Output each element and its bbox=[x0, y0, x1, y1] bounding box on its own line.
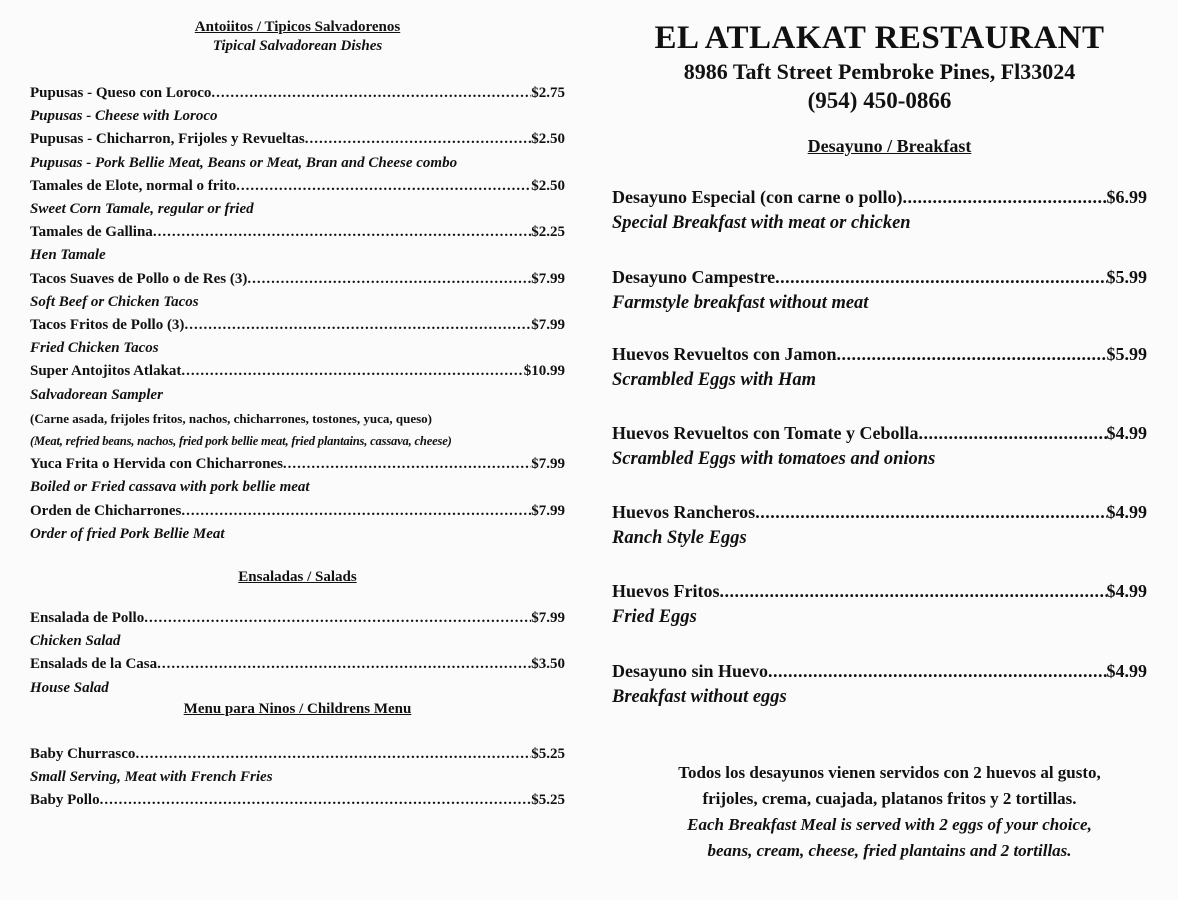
menu-item bbox=[30, 607, 565, 653]
item-price: $6.99 bbox=[1106, 187, 1147, 207]
item-desc: Fried Chicken Tacos bbox=[30, 340, 159, 357]
menu-item bbox=[30, 314, 565, 360]
menu-item bbox=[30, 82, 565, 128]
item-price: $7.99 bbox=[531, 270, 565, 287]
menu-item bbox=[30, 453, 565, 499]
sampler-note-es: (Carne asada, frijoles fritos, nachos, chicharrones, tostones, yuca, queso) bbox=[30, 410, 433, 426]
menu-item bbox=[30, 175, 565, 221]
item-price: $2.50 bbox=[531, 131, 565, 148]
item-desc: Special Breakfast with meat or chicken bbox=[612, 213, 911, 233]
right-column bbox=[612, 18, 1147, 864]
item-price: $5.25 bbox=[531, 745, 565, 762]
restaurant-title: EL ATLAKAT RESTAURANT bbox=[654, 20, 1105, 56]
menu-item bbox=[612, 264, 1147, 316]
item-name: Baby Pollo bbox=[30, 792, 100, 809]
menu-item bbox=[30, 500, 565, 546]
menu-item bbox=[30, 268, 565, 314]
kids-heading: Menu para Ninos / Childrens Menu bbox=[183, 700, 412, 717]
item-price: $5.99 bbox=[1106, 344, 1147, 364]
item-name: Desayuno sin Huevo bbox=[612, 661, 769, 681]
item-desc: Order of fried Pork Bellie Meat bbox=[30, 525, 225, 542]
item-price: $5.99 bbox=[1106, 267, 1147, 287]
restaurant-address: 8986 Taft Street Pembroke Pines, Fl33024 bbox=[683, 59, 1076, 84]
item-name: Tacos Suaves de Pollo o de Res (3) bbox=[30, 270, 248, 287]
item-desc: Breakfast without eggs bbox=[612, 687, 787, 707]
menu-item bbox=[30, 221, 565, 267]
item-price: $5.25 bbox=[531, 792, 565, 809]
menu-item bbox=[30, 653, 565, 699]
menu-item bbox=[30, 743, 565, 789]
item-desc: Pupusas - Pork Bellie Meat, Beans or Meat, Bran and Cheese combo bbox=[30, 154, 458, 171]
item-desc: Chicken Salad bbox=[30, 633, 121, 650]
item-price: $2.25 bbox=[531, 224, 565, 241]
item-desc: Scrambled Eggs with tomatoes and onions bbox=[612, 449, 936, 469]
item-desc: Boiled or Fried cassava with pork bellie meat bbox=[30, 479, 310, 496]
menu-item bbox=[612, 499, 1147, 551]
breakfast-heading: Desayuno / Breakfast bbox=[807, 136, 972, 156]
item-name: Huevos Revueltos con Tomate y Cebolla bbox=[612, 423, 919, 443]
item-desc: Ranch Style Eggs bbox=[612, 528, 747, 548]
salads-heading: Ensaladas / Salads bbox=[238, 569, 357, 586]
item-desc: Farmstyle breakfast without meat bbox=[612, 293, 869, 313]
item-name: Tamales de Gallina bbox=[30, 224, 153, 241]
item-desc: Small Serving, Meat with French Fries bbox=[30, 769, 273, 786]
item-desc: Pupusas - Cheese with Loroco bbox=[30, 108, 218, 125]
item-desc: Hen Tamale bbox=[30, 247, 106, 264]
menu-item bbox=[612, 420, 1147, 472]
menu-item bbox=[612, 341, 1147, 393]
item-name: Huevos Revueltos con Jamon bbox=[612, 344, 837, 364]
item-name: Pupusas - Queso con Loroco bbox=[30, 85, 212, 101]
item-name: Orden de Chicharrones bbox=[30, 502, 182, 519]
item-price: $4.99 bbox=[1106, 502, 1147, 522]
item-desc: Scrambled Eggs with Ham bbox=[612, 370, 817, 390]
item-desc: Salvadorean Sampler bbox=[30, 386, 163, 403]
menu-item bbox=[30, 128, 565, 174]
item-name: Desayuno Especial (con carne o pollo) bbox=[612, 187, 903, 207]
item-price: $4.99 bbox=[1106, 661, 1147, 681]
item-price: $4.99 bbox=[1106, 581, 1147, 601]
breakfast-note-es-2: frijoles, crema, cuajada, platanos fritos y 2 tortillas. bbox=[702, 789, 1077, 808]
item-name: Ensalada de Pollo bbox=[30, 610, 145, 627]
item-price: $7.99 bbox=[531, 456, 565, 473]
item-price: $2.75 bbox=[531, 85, 565, 101]
menu-item bbox=[30, 789, 565, 812]
item-name: Baby Churrasco bbox=[30, 745, 136, 762]
menu-item bbox=[612, 184, 1147, 236]
left-column bbox=[30, 18, 565, 812]
appetizers-heading: Antoiitos / Tipicos Salvadorenos bbox=[194, 19, 401, 35]
item-name: Desayuno Campestre bbox=[612, 267, 776, 287]
item-name: Super Antojitos Atlakat bbox=[30, 363, 182, 380]
breakfast-note-es-1: Todos los desayunos vienen servidos con 2 huevos al gusto, bbox=[678, 763, 1101, 782]
item-price: $7.99 bbox=[531, 610, 565, 627]
appetizers-subheading: Tipical Salvadorean Dishes bbox=[212, 38, 383, 54]
item-name: Huevos Fritos bbox=[612, 581, 720, 601]
item-name: Ensalads de la Casa bbox=[30, 656, 158, 673]
menu-item bbox=[612, 658, 1147, 710]
item-price: $3.50 bbox=[531, 656, 565, 673]
item-desc: Fried Eggs bbox=[612, 607, 697, 627]
item-price: $7.99 bbox=[531, 317, 565, 334]
menu-item bbox=[30, 360, 565, 453]
item-name: Tamales de Elote, normal o frito bbox=[30, 177, 237, 194]
item-desc: Sweet Corn Tamale, regular or fried bbox=[30, 201, 254, 218]
breakfast-note-en-2: beans, cream, cheese, fried plantains and 2 tortillas. bbox=[707, 841, 1072, 860]
item-name: Tacos Fritos de Pollo (3) bbox=[30, 317, 185, 334]
item-desc: House Salad bbox=[30, 679, 109, 696]
restaurant-phone: (954) 450-0866 bbox=[807, 88, 952, 113]
breakfast-note-en-1: Each Breakfast Meal is served with 2 eggs of your choice, bbox=[687, 815, 1092, 834]
item-desc: Soft Beef or Chicken Tacos bbox=[30, 293, 199, 310]
sampler-note-en: (Meat, refried beans, nachos, fried pork bellie meat, fried plantains, cassava, cheese) bbox=[30, 434, 452, 449]
item-price: $10.99 bbox=[523, 363, 565, 380]
item-name: Yuca Frita o Hervida con Chicharrones bbox=[30, 456, 283, 473]
item-name: Huevos Rancheros bbox=[612, 502, 756, 522]
menu-item bbox=[612, 578, 1147, 630]
item-price: $2.50 bbox=[531, 177, 565, 194]
item-price: $4.99 bbox=[1106, 423, 1147, 443]
item-price: $7.99 bbox=[531, 502, 565, 519]
item-name: Pupusas - Chicharron, Frijoles y Revueltas bbox=[30, 131, 305, 148]
